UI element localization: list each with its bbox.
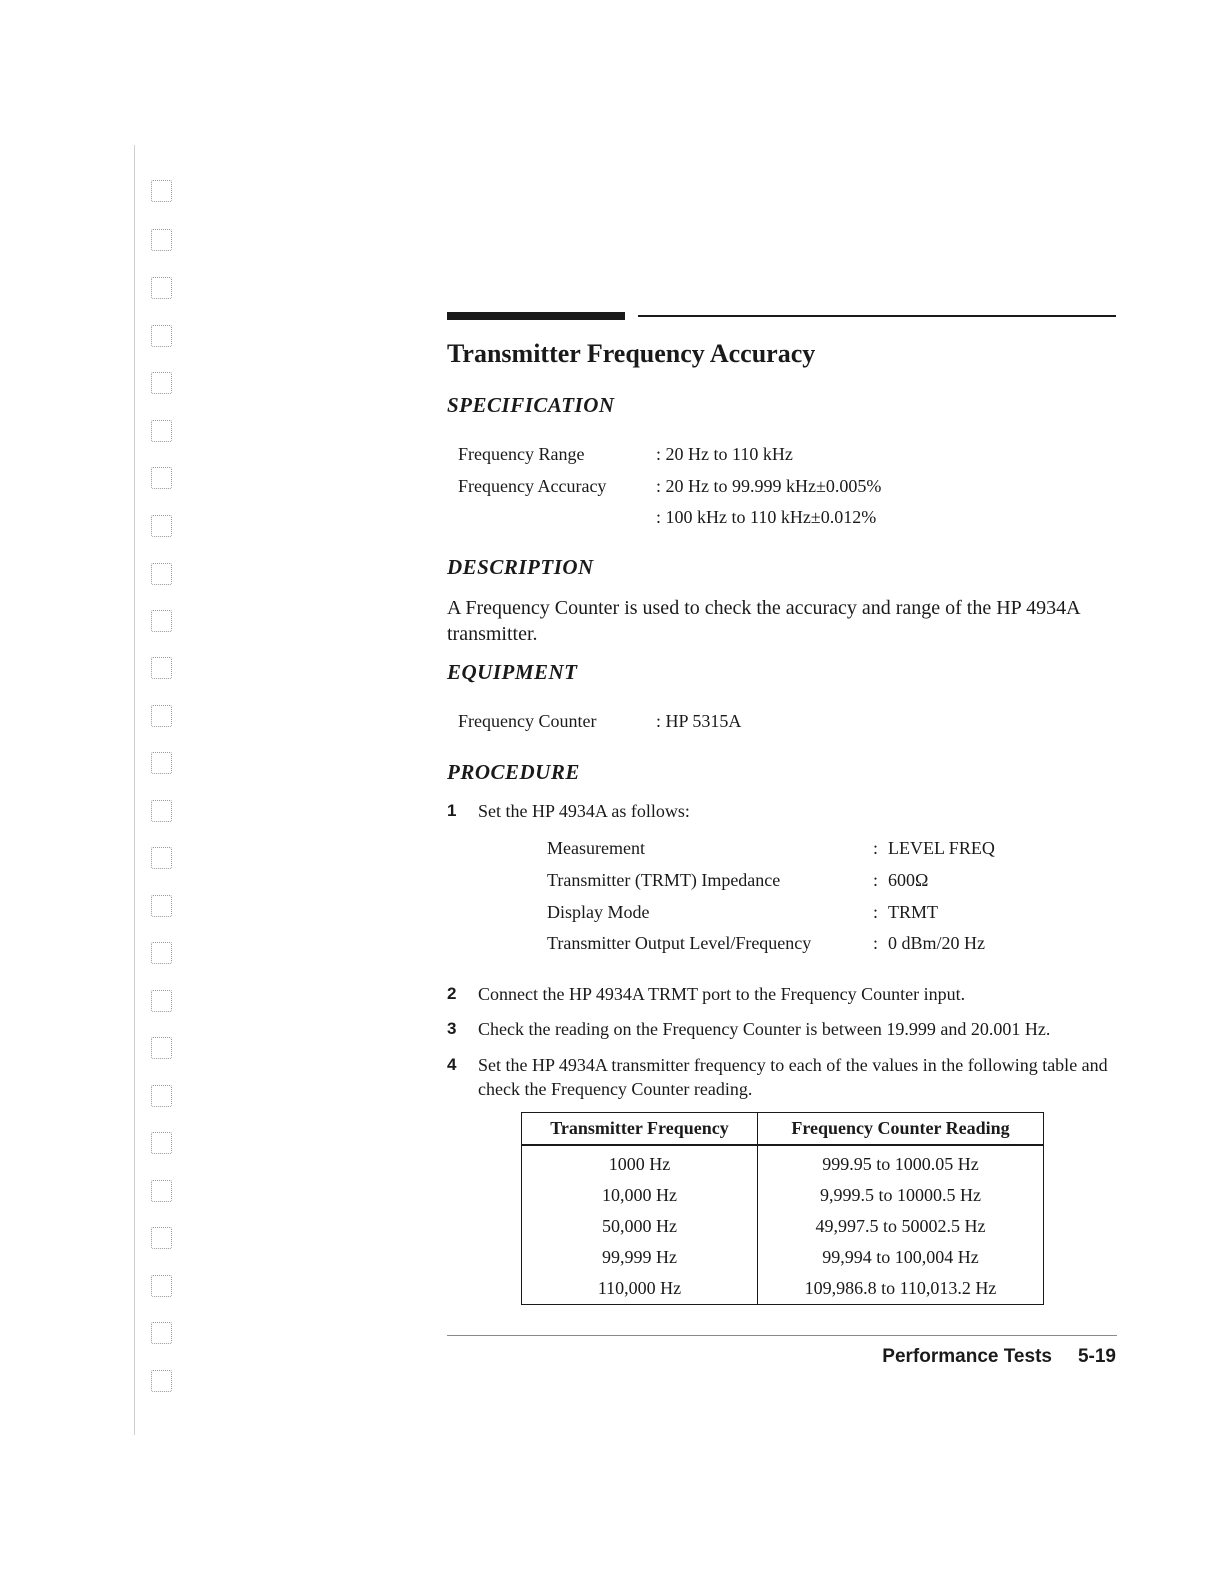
- step-number: 3: [447, 1019, 457, 1038]
- setting-separator: :: [873, 902, 879, 922]
- table-cell: 99,994 to 100,004 Hz: [822, 1247, 979, 1267]
- setting-label: Transmitter (TRMT) Impedance: [547, 870, 781, 890]
- setting-label: Transmitter Output Level/Frequency: [547, 933, 812, 953]
- setting-separator: :: [873, 838, 879, 858]
- table-row: [522, 1180, 1044, 1211]
- step-number: 4: [447, 1055, 457, 1074]
- table-cell: 109,986.8 to 110,013.2 Hz: [804, 1278, 997, 1298]
- binder-hole: [151, 1227, 172, 1249]
- binder-hole: [151, 515, 172, 537]
- step-text: Set the HP 4934A transmitter frequency to each of the values in the following table and check the Frequency Counter reading.: [478, 1055, 1108, 1099]
- section-heading-procedure: PROCEDURE: [447, 760, 580, 784]
- spec-value: : 20 Hz to 99.999 kHz±0.005%: [656, 476, 882, 496]
- spec-label: Frequency Accuracy: [458, 476, 607, 496]
- binder-hole: [151, 180, 172, 202]
- spec-value: : 20 Hz to 110 kHz: [656, 444, 793, 464]
- binder-hole: [151, 942, 172, 964]
- table-cell: 1000 Hz: [522, 1145, 758, 1180]
- binder-hole: [151, 1275, 172, 1297]
- step-text: Set the HP 4934A as follows:: [478, 801, 690, 821]
- binder-margin-line: [134, 145, 135, 1435]
- footer-rule: [447, 1335, 1117, 1336]
- binder-hole: [151, 1322, 172, 1344]
- table-cell: 9,999.5 to 10000.5 Hz: [820, 1185, 981, 1205]
- binder-hole: [151, 800, 172, 822]
- equipment-label: Frequency Counter: [458, 711, 597, 731]
- setting-label: Measurement: [547, 838, 645, 858]
- spec-label: Frequency Range: [458, 444, 585, 464]
- binder-hole: [151, 1085, 172, 1107]
- binder-hole: [151, 752, 172, 774]
- page-number: 5-19: [1077, 1346, 1116, 1367]
- binder-hole: [151, 990, 172, 1012]
- section-heading-equipment: EQUIPMENT: [447, 660, 578, 684]
- page-footer: [882, 1346, 1116, 1368]
- table-header-cell: Frequency Counter Reading: [758, 1113, 1044, 1146]
- setting-separator: :: [873, 933, 879, 953]
- header-bar-thick: [447, 312, 625, 320]
- binder-hole: [151, 1037, 172, 1059]
- table-cell: 110,000 Hz: [522, 1273, 758, 1305]
- footer-section-name: Performance Tests: [882, 1346, 1052, 1367]
- binder-hole: [151, 895, 172, 917]
- setting-separator: :: [873, 870, 879, 890]
- binder-hole: [151, 277, 172, 299]
- table-cell: 99,999 Hz: [522, 1242, 758, 1273]
- description-text: A Frequency Counter is used to check the accuracy and range of the HP 4934A transmitter.: [447, 597, 1080, 645]
- section-heading-specification: SPECIFICATION: [447, 393, 615, 417]
- binder-hole: [151, 705, 172, 727]
- step-text: Check the reading on the Frequency Counter is between 19.999 and 20.001 Hz.: [478, 1019, 1051, 1039]
- table-cell: 999.95 to 1000.05 Hz: [822, 1154, 979, 1174]
- setting-value: LEVEL FREQ: [888, 838, 995, 858]
- binder-hole: [151, 372, 172, 394]
- section-heading-description: DESCRIPTION: [447, 555, 594, 579]
- binder-hole: [151, 610, 172, 632]
- binder-hole: [151, 420, 172, 442]
- step-number: 1: [447, 801, 457, 820]
- table-cell: 50,000 Hz: [522, 1211, 758, 1242]
- binder-hole: [151, 847, 172, 869]
- table-header-cell: Transmitter Frequency: [522, 1113, 758, 1146]
- setting-value: TRMT: [888, 902, 939, 922]
- table-row: [522, 1211, 1044, 1242]
- binder-hole: [151, 467, 172, 489]
- setting-value: 600Ω: [888, 870, 929, 890]
- spec-value: : 100 kHz to 110 kHz±0.012%: [656, 507, 877, 527]
- table-row: [522, 1242, 1044, 1273]
- binder-hole: [151, 229, 172, 251]
- table-row: [522, 1145, 1044, 1180]
- binder-hole: [151, 325, 172, 347]
- binder-hole: [151, 1370, 172, 1392]
- binder-hole: [151, 657, 172, 679]
- table-cell: 49,997.5 to 50002.5 Hz: [815, 1216, 986, 1236]
- step-text: Connect the HP 4934A TRMT port to the Frequency Counter input.: [478, 984, 966, 1004]
- binder-hole: [151, 1180, 172, 1202]
- table-header-row: [522, 1113, 1044, 1146]
- step-number: 2: [447, 984, 457, 1003]
- binder-hole: [151, 1132, 172, 1154]
- setting-value: 0 dBm/20 Hz: [888, 933, 985, 953]
- setting-label: Display Mode: [547, 902, 650, 922]
- table-cell: 10,000 Hz: [522, 1180, 758, 1211]
- header-rule: [638, 315, 1116, 317]
- binder-hole: [151, 563, 172, 585]
- frequency-table: [521, 1112, 1044, 1305]
- equipment-value: : HP 5315A: [656, 711, 742, 731]
- table-row: [522, 1273, 1044, 1305]
- page-title: Transmitter Frequency Accuracy: [447, 339, 816, 368]
